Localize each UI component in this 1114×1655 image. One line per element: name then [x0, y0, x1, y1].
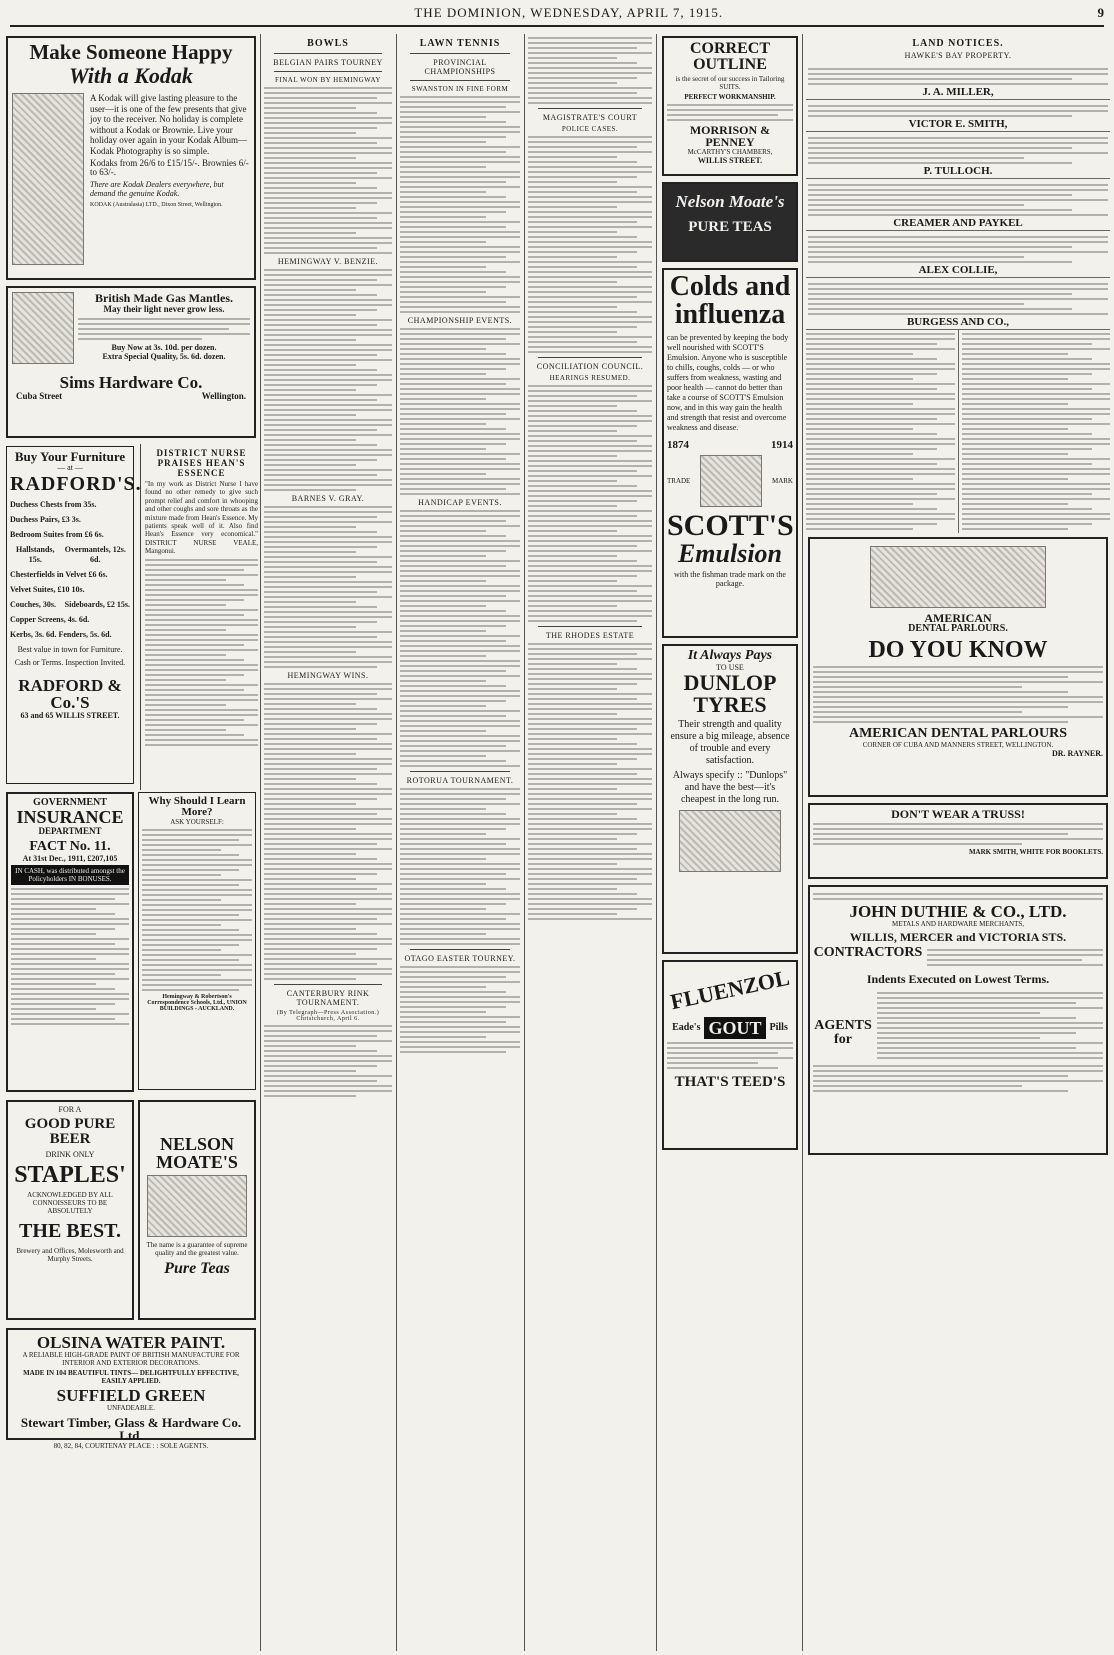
radford-note: Best value in town for Furniture. — [17, 645, 123, 654]
nelson-tea-tagline: PURE TEAS — [688, 219, 772, 235]
dunlop-specify: Always specify :: "Dunlops" and have the best—it's cheapest in the long run. — [672, 770, 788, 805]
column-lawn-tennis — [400, 34, 520, 1651]
nelson-tea-brand: Nelson Moate's — [675, 192, 785, 211]
radford-name: RADFORD'S. — [10, 473, 142, 495]
page-number: 9 — [1097, 5, 1104, 20]
radford-terms: Cash or Terms. Inspection Invited. — [14, 658, 126, 667]
radford-item-left: Couches, 30s. — [10, 600, 57, 609]
correspondence-school-ad — [138, 792, 256, 1090]
tennis-h4: ROTORUA TOURNAMENT. — [406, 776, 514, 785]
kodak-text: A Kodak will give lasting pleasure to the user—it is one of the few presents that give joy to the receiver. No holiday is complete without a Kodak or Brownie. Live your holiday over again in your Kodak Album—Kodak Photography is so simple. — [90, 93, 247, 156]
fluenzol-ad — [662, 960, 798, 1150]
dunlop-tyres-ad — [662, 644, 798, 954]
radford-item-left: Duchess Chests from 35s. — [10, 500, 97, 509]
insurance-line1: GOVERNMENT — [33, 797, 107, 808]
gas-mantles-ad — [6, 286, 256, 438]
outline-chambers: McCARTHY'S CHAMBERS, — [687, 148, 773, 156]
tennis-h3: HANDICAP EVENTS. — [418, 498, 502, 507]
tennis-sub: SWANSTON IN FINE FORM — [411, 85, 509, 93]
column-2-top — [140, 444, 258, 790]
radford-item-left: Bedroom Suites from £6 6s. — [10, 530, 104, 539]
mantles-extra: Extra Special Quality, 5s. 6d. dozen. — [102, 352, 226, 361]
bowls-tele: (By Telegraph—Press Association.) Christchurch, April 6. — [276, 1010, 380, 1022]
nurse-text: "In my work as District Nurse I have found no other remedy to give such prompt relief and comfort in whooping and other coughs and sore throats as the mixture made from Hean's Essence. My patients speak well of it. Also find Hean's Essence very economical." DISTRICT NURSE VEALE, Mangonui. — [145, 480, 258, 556]
dental-address: CORNER OF CUBA AND MANNERS STREET, WELLINGTON. — [862, 741, 1054, 749]
teeds-footer: THAT'S TEED'S — [674, 1074, 786, 1090]
outline-perfect: PERFECT WORKMANSHIP. — [684, 93, 776, 101]
land-header: LAND NOTICES. — [912, 38, 1004, 49]
truss-ad — [808, 803, 1108, 879]
radford-at: — at — — [57, 463, 83, 472]
dental-head: DO YOU KNOW — [868, 637, 1048, 663]
bowls-h5: CANTERBURY RINK TOURNAMENT. — [286, 989, 370, 1007]
duthie-name: JOHN DUTHIE & CO., LTD. — [849, 902, 1067, 921]
learn-sub: ASK YOURSELF: — [170, 818, 224, 826]
insurance-cash: IN CASH, was distributed amongst the Policyholders IN BONUSES. — [11, 865, 129, 885]
mantles-company: Sims Hardware Co. — [59, 373, 203, 392]
radford-item-left: Hallstands, 15s. — [16, 545, 55, 564]
radford-footer: RADFORD & Co.'S — [18, 676, 122, 712]
tennis-h5: OTAGO EASTER TOURNEY. — [404, 954, 516, 963]
fishman-illustration — [700, 455, 762, 507]
beer-tag: ACKNOWLEDGED BY ALL CONNOISSEURS TO BE ABSOLUTELY — [27, 1191, 113, 1215]
tennis-section: LAWN TENNIS — [419, 38, 501, 49]
paint-green: SUFFIELD GREEN — [56, 1386, 206, 1405]
tennis-head: PROVINCIAL CHAMPIONSHIPS — [424, 58, 496, 76]
learn-head: Why Should I Learn More? — [148, 795, 246, 818]
nelson-text: The name is a guarantee of supreme quality and the greatest value. — [146, 1241, 248, 1257]
duthie-indents: Indents Executed on Lowest Terms. — [866, 972, 1050, 986]
kodak-footer: KODAK (Australasia) LTD., Dixon Street, Wellington. — [90, 202, 223, 208]
scotts-footer: with the fishman trade mark on the package. — [674, 570, 786, 588]
paint-tints: MADE IN 104 BEAUTIFUL TINTS— DELIGHTFULLY EFFECTIVE, EASILY APPLIED. — [23, 1369, 239, 1385]
radford-item — [10, 600, 130, 610]
bowls-sub: FINAL WON BY HEMINGWAY — [275, 76, 381, 84]
mantles-city: Wellington. — [201, 391, 246, 401]
outline-head2: OUTLINE — [693, 56, 767, 73]
land-sub: HAWKE'S BAY PROPERTY. — [904, 51, 1012, 60]
radford-item — [10, 630, 130, 640]
scotts-head1: Colds and — [669, 271, 791, 302]
mantles-street: Cuba Street — [16, 391, 63, 401]
bowls-h2: HEMINGWAY V. BENZIE. — [277, 257, 379, 266]
radford-item — [10, 500, 130, 510]
column-land-notices — [806, 34, 1110, 1651]
truss-sign: MARK SMITH, WHITE FOR BOOKLETS. — [968, 848, 1103, 856]
beer-line3: DRINK ONLY — [45, 1150, 95, 1159]
radford-item-left: Kerbs, 3s. 6d. Fenders, 5s. 6d. — [10, 630, 112, 639]
radford-furniture-ad — [6, 446, 142, 784]
bowls-h4: HEMINGWAY WINS. — [287, 671, 369, 680]
dunlop-brand2: TYRES — [693, 692, 767, 717]
kodak-headline-2: With a Kodak — [69, 63, 193, 88]
american-dental-ad — [808, 537, 1108, 797]
paint-address: 80, 82, 84, COURTENAY PLACE : : SOLE AGENTS. — [53, 1442, 209, 1450]
scotts-head2: influenza — [674, 299, 786, 330]
masthead — [10, 4, 1104, 27]
mantles-headline: British Made Gas Mantles. — [95, 291, 233, 305]
dental-eagle-illustration — [870, 546, 1046, 608]
radford-item — [10, 515, 130, 525]
government-insurance-ad — [6, 792, 134, 1092]
radford-item-left: Copper Screens, 4s. 6d. — [10, 615, 90, 624]
court-h3: THE RHODES ESTATE — [545, 631, 635, 640]
column-ads-left — [4, 34, 258, 1651]
duthie-sub: METALS AND HARDWARE MERCHANTS, — [891, 920, 1025, 928]
nelson-brand: NELSON MOATE'S — [156, 1134, 238, 1172]
bowls-h3: BARNES V. GRAY. — [291, 494, 365, 503]
duthie-agents: AGENTS for — [814, 1018, 872, 1047]
camera-illustration — [12, 93, 84, 265]
radford-items — [10, 500, 130, 640]
court-h2: CONCILIATION COUNCIL. — [536, 362, 644, 371]
gout-3: Pills — [769, 1022, 788, 1033]
dental-top: AMERICAN — [924, 611, 992, 625]
truss-head: DON'T WEAR A TRUSS! — [891, 807, 1025, 821]
radford-item — [10, 545, 130, 565]
land-name-4: ALEX COLLIE, — [918, 264, 998, 276]
radford-item-left: Velvet Suites, £10 10s. — [10, 585, 85, 594]
insurance-line3: DEPARTMENT — [38, 826, 102, 836]
beer-line1: FOR A — [58, 1105, 82, 1114]
morrison-penney-ad — [662, 36, 798, 176]
beer-best: THE BEST. — [19, 1220, 121, 1242]
radford-item-left: Duchess Pairs, £3 3s. — [10, 515, 81, 524]
dental-sub: DENTAL PARLOURS. — [908, 623, 1008, 634]
scotts-emulsion-ad — [662, 268, 798, 638]
cyclist-illustration — [679, 810, 782, 872]
duthie-streets: WILLIS, MERCER and VICTORIA STS. — [849, 930, 1067, 944]
land-name-2: P. TULLOCH. — [923, 165, 993, 177]
radford-buy: Buy Your Furniture — [14, 449, 126, 464]
fluenzol-brand: FLUENZOL — [668, 964, 792, 1015]
radford-item — [10, 585, 130, 595]
kodak-ad — [6, 36, 256, 280]
nelson-moate-ad — [138, 1100, 256, 1320]
bowls-section: BOWLS — [307, 38, 349, 49]
kodak-prices: Kodaks from 26/6 to £15/15/-. Brownies 6/- to 63/-. — [90, 158, 249, 177]
court-h1: MAGISTRATE'S COURT — [542, 113, 638, 122]
learn-footer: Hemingway & Robertson's Correspondence Schools, Ltd., UNION BUILDINGS - AUCKLAND. — [147, 994, 247, 1012]
dental-footer: AMERICAN DENTAL PARLOURS — [848, 726, 1068, 741]
john-duthie-ad — [808, 885, 1108, 1155]
land-name-3: CREAMER AND PAYKEL — [893, 217, 1023, 229]
court-s2: HEARINGS RESUMED. — [549, 374, 631, 382]
scotts-brand2: Emulsion — [677, 539, 783, 568]
scotts-trade: TRADE — [667, 477, 691, 485]
gout-1: Eade's — [672, 1022, 701, 1033]
radford-item — [10, 570, 130, 580]
masthead-title: THE DOMINION, WEDNESDAY, APRIL 7, 1915. — [414, 5, 724, 20]
column-ads-middle — [660, 34, 800, 1651]
outline-text: is the secret of our success in Tailoring SUITS. — [675, 75, 785, 91]
land-name-5: BURGESS AND CO., — [906, 316, 1010, 328]
scotts-mark: MARK — [771, 477, 793, 485]
olsina-paint-ad — [6, 1328, 256, 1450]
scotts-brand1: SCOTT'S — [667, 509, 794, 542]
scotts-year1: 1874 — [667, 439, 689, 451]
radford-address: 63 and 65 WILLIS STREET. — [20, 711, 120, 720]
flag-illustration — [12, 292, 74, 364]
dunlop-brand1: DUNLOP — [683, 670, 777, 695]
dental-dr: DR. RAYNER. — [1051, 749, 1103, 758]
land-name-0: J. A. MILLER, — [922, 86, 994, 98]
bowls-head: BELGIAN PAIRS TOURNEY — [273, 58, 383, 67]
beer-footer: Brewery and Offices, Molesworth and Murphy Streets. — [16, 1247, 124, 1263]
beer-line2: GOOD PURE BEER — [24, 1116, 116, 1147]
court-s1: POLICE CASES. — [561, 125, 619, 133]
radford-item-right: Overmantels, 12s. 6d. — [64, 545, 126, 564]
outline-head1: CORRECT — [689, 40, 770, 57]
paint-unfadeable: UNFADEABLE. — [107, 1404, 155, 1412]
tennis-h2: CHAMPIONSHIP EVENTS. — [407, 316, 513, 325]
staples-beer-ad — [6, 1100, 134, 1320]
insurance-line2: INSURANCE — [16, 807, 124, 827]
duthie-contractors: CONTRACTORS — [813, 945, 923, 960]
insurance-date: At 31st Dec., 1911, £207,105 — [22, 854, 118, 863]
insurance-fact: FACT No. 11. — [29, 839, 111, 854]
column-courts — [528, 34, 652, 1651]
dunlop-pays: It Always Pays — [687, 648, 773, 663]
paint-desc: A RELIABLE HIGH-GRADE PAINT OF BRITISH MANUFACTURE FOR INTERIOR AND EXTERIOR DECORATIONS. — [22, 1351, 240, 1367]
kodak-note: There are Kodak Dealers everywhere, but demand the genuine Kodak. — [90, 180, 224, 198]
land-name-1: VICTOR E. SMITH, — [908, 118, 1008, 130]
paint-footer: Stewart Timber, Glass & Hardware Co. Ltd. — [20, 1415, 242, 1443]
scotts-year2: 1914 — [771, 439, 793, 451]
dunlop-text: Their strength and quality ensure a big mileage, absence of trouble and every satisfaction. — [670, 719, 790, 766]
radford-item — [10, 530, 130, 540]
column-bowls — [264, 34, 392, 1651]
nurse-head: DISTRICT NURSE PRAISES HEAN'S ESSENCE — [156, 448, 247, 478]
outline-street: WILLIS STREET. — [697, 156, 763, 165]
dunlop-touse: TO USE — [716, 663, 744, 672]
outline-firm: MORRISON & PENNEY — [689, 123, 771, 149]
tea-illustration — [147, 1175, 246, 1237]
gout-2: GOUT — [704, 1017, 765, 1039]
paint-headline: OLSINA WATER PAINT. — [36, 1333, 226, 1352]
bowls-article-1 — [264, 87, 392, 254]
radford-item-left: Chesterfields in Velvet £6 6s. — [10, 570, 108, 579]
nelson-moate-tea-ad — [662, 182, 798, 262]
radford-item — [10, 615, 130, 625]
mantles-offer: Buy Now at 3s. 10d. per dozen. — [111, 343, 217, 352]
scotts-text: can be prevented by keeping the body well nourished with SCOTT'S Emulsion. Anyone who is susceptible to chills, coughs, colds — or who suffers from weakness, wasting and poor health — cannot do better than take a course of SCOTT'S Emulsion now, and in this way gain the health and strength that resist and overcome weakness and disease. — [667, 333, 789, 432]
beer-brand: STAPLES' — [14, 1162, 126, 1188]
radford-item-right: Sideboards, £2 15s. — [64, 600, 130, 609]
nelson-tagline: Pure Teas — [164, 1260, 230, 1277]
mantles-sub: May their light never grow less. — [103, 304, 225, 314]
kodak-headline: Make Someone Happy — [29, 40, 233, 64]
